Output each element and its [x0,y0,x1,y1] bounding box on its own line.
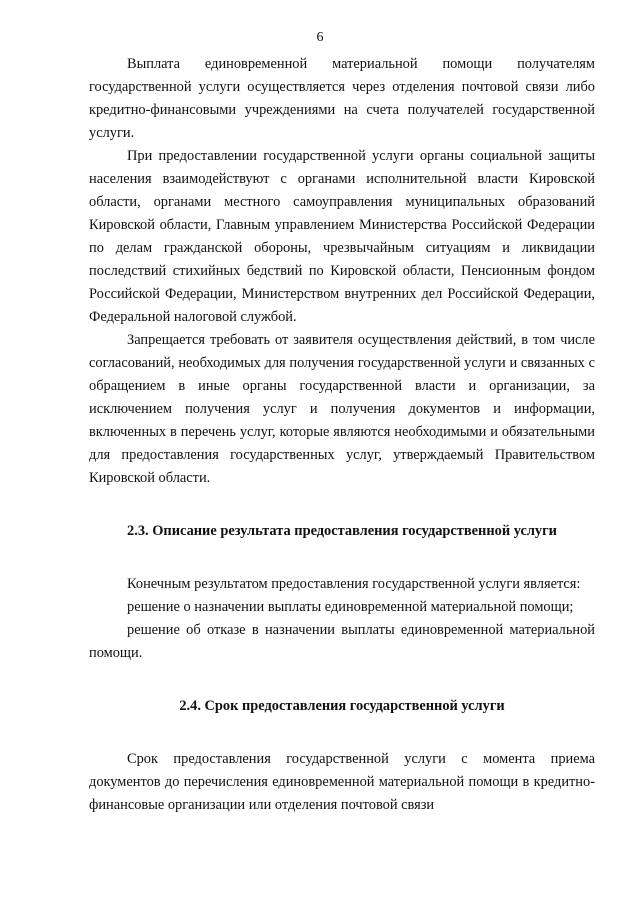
paragraph-term: Срок предоставления государственной услуги с момента приема документов до перечисления единовременной материальной помощи в кредитно-финансовые организации или отделения почтовой связи [89,751,595,813]
document-body [89,53,595,817]
page-number: 6 [316,30,324,45]
paragraph-prohibition: Запрещается требовать от заявителя осуществления действий, в том числе согласований, необходимых для получения государственной услуги и связанных с обращением в иные органы государственной власти и организации, за исключением получения услуг и получения документов и информации, включенных в перечень услуг, которые являются необходимыми и обязательными для предоставления государственных услуг, утверждаемый Правительством Кировской области. [89,332,595,486]
paragraph-interaction: При предоставлении государственной услуги органы социальной защиты населения взаимодействуют с органами исполнительной власти Кировской области, органами местного самоуправления муниципальных образований Кировской области, Главным управлением Министерства Российской Федерации по делам гражданской обороны, чрезвычайным ситуациям и ликвидации последствий стихийных бедствий по Кировской области, Пенсионным фондом Российской Федерации, Министерством внутренних дел Российской Федерации, Федеральной налоговой службой. [89,148,595,325]
paragraph-result-refuse: решение об отказе в назначении выплаты единовременной материальной помощи. [89,622,595,661]
section-heading-2-4: 2.4. Срок предоставления государственной услуги [179,698,505,714]
paragraph-payment: Выплата единовременной материальной помощи получателям государственной услуги осуществляется через отделения почтовой связи либо кредитно-финансовыми учреждениями на счета получателей государственной услуги. [89,56,595,141]
paragraph-result-intro: Конечным результатом предоставления государственной услуги является: [127,576,581,592]
section-heading-2-3: 2.3. Описание результата предоставления государственной услуги [127,523,557,539]
paragraph-result-approve: решение о назначении выплаты единовременной материальной помощи; [127,599,574,615]
